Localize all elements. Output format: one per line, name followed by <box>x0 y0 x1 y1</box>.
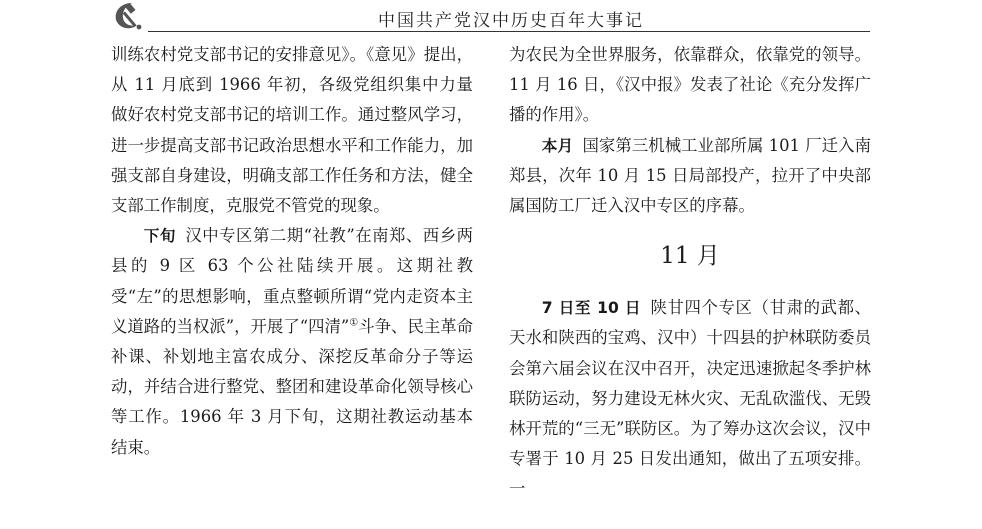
entry-text: 国家第三机械工业部所属 101 厂迁入南郑县，次年 10 月 15 日局部投产，拉开了中央部属国防工厂迁入汉中专区的序幕。 <box>509 135 871 216</box>
hammer-sickle-icon <box>110 0 146 32</box>
entry-date-label: 下旬 <box>143 227 176 246</box>
paragraph-continued: 为农民为全世界服务，依靠群众，依靠党的领导。11 月 16 日，《汉中报》发表了社论《充分发挥广播的作用》。 <box>509 45 871 125</box>
paragraph-nov-7-10 <box>509 293 871 504</box>
header-rule <box>148 31 870 32</box>
running-title: 中国共产党汉中历史百年大事记 <box>378 11 644 31</box>
entry-date-label: 本月 <box>541 136 574 155</box>
entry-date-label: 7 日至 10 日 <box>541 299 642 318</box>
page-header <box>0 0 982 36</box>
right-column <box>509 40 871 505</box>
left-column <box>111 40 473 463</box>
paragraph-late-month <box>111 221 473 463</box>
entry-text: 汉中专区第二期“社教”在南郑、西乡两县的 9 区 63 个公社陆续开展。这期社教受“左”的思想影响，重点整顿所谓“党内走资本主义道路的当权派”，开展了“四清” <box>111 226 473 336</box>
entry-text-continued: 斗争、民主革命补课、补划地主富农成分、深挖反革命分子等运动，并结合进行整党、整团和建设革命化领导核心等工作。1966 年 3 月下旬，这期社教运动基本结束。 <box>111 316 474 457</box>
paragraph-this-month <box>509 131 871 222</box>
entry-text: 陕甘四个专区（甘肃的武都、天水和陕西的宝鸡、汉中）十四县的护林联防委员会第六届会议在汉中召开，决定迅速掀起冬季护林联防运动，努力建设无林火灾、无乱砍滥伐、无毁林开荒的“三无”联防区。为了筹办这次会议，汉中专署于 10 月 25 日发出通知，做出了五项安排。一 <box>509 298 872 499</box>
month-heading: 11 月 <box>660 243 720 270</box>
paragraph-continued: 训练农村党支部书记的安排意见》。《意见》提出，从 11 月底到 1966 年初，各级党组织集中力量做好农村党支部书记的培训工作。通过整风学习，进一步提高支部书记政治思想水平和工作能力，加强支部自身建设，明确支部工作任务和方法，健全支部工作制度，克服党不管党的现象。 <box>111 45 473 216</box>
footnote-marker: ① <box>349 317 359 329</box>
